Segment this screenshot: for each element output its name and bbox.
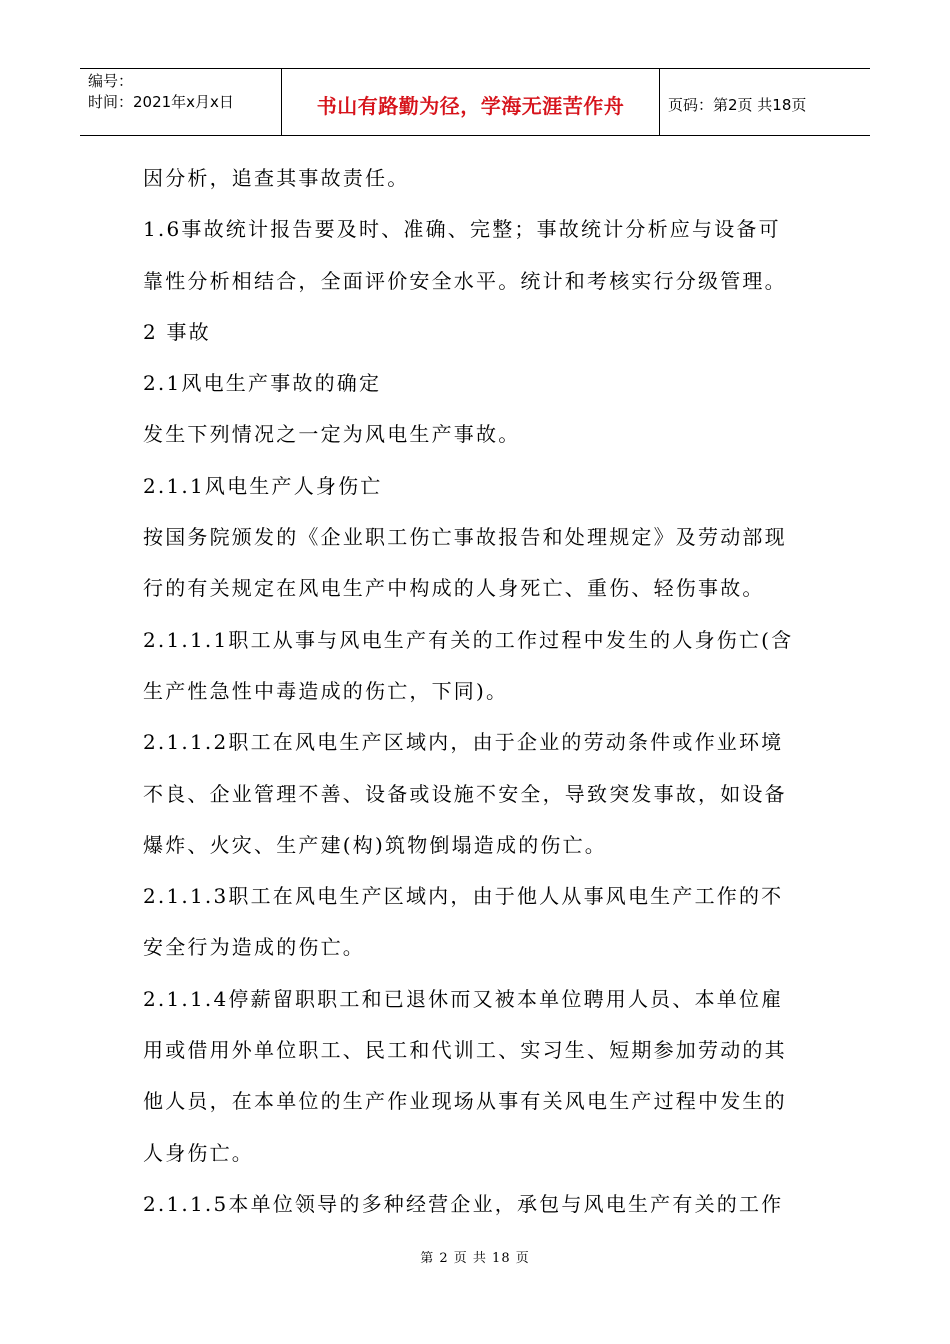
body-line: 靠性分析相结合，全面评价安全水平。统计和考核实行分级管理。 <box>143 268 787 293</box>
section-heading: 2 事故 <box>143 319 211 344</box>
body-line: 爆炸、火灾、生产建(构)筑物倒塌造成的伤亡。 <box>143 832 608 857</box>
body-line: 因分析，追查其事故责任。 <box>143 166 410 190</box>
body-line: 2.1.1.1职工从事与风电生产有关的工作过程中发生的人身伤亡(含 <box>143 627 794 652</box>
document-header <box>80 68 870 136</box>
body-line: 2.1.1.5本单位领导的多种经营企业，承包与风电生产有关的工作 <box>143 1191 784 1216</box>
body-line: 不良、企业管理不善、设备或设施不安全，导致突发事故，如设备 <box>143 781 787 806</box>
body-line: 发生下列情况之一定为风电生产事故。 <box>143 422 521 447</box>
body-line: 按国务院颁发的《企业职工伤亡事故报告和处理规定》及劳动部现 <box>143 525 787 550</box>
body-line: 他人员，在本单位的生产作业现场从事有关风电生产过程中发生的 <box>143 1089 787 1114</box>
body-line: 2.1.1.3职工在风电生产区域内，由于他人从事风电生产工作的不 <box>143 884 784 909</box>
header-motto-cell <box>282 69 660 135</box>
motto-text: 书山有路勤为径，学海无涯苦作舟 <box>316 93 625 118</box>
body-line: 行的有关规定在风电生产中构成的人身死亡、重伤、轻伤事故。 <box>143 576 765 601</box>
page-footer <box>0 1247 950 1266</box>
subsection-heading: 2.1.1风电生产人身伤亡 <box>143 473 383 498</box>
body-line: 1.6事故统计报告要及时、准确、完整；事故统计分析应与设备可 <box>143 217 781 242</box>
body-line: 人身伤亡。 <box>143 1140 254 1165</box>
body-line: 用或借用外单位职工、民工和代训工、实习生、短期参加劳动的其 <box>143 1038 787 1063</box>
body-line: 2.1.1.2职工在风电生产区域内，由于企业的劳动条件或作业环境 <box>143 730 784 755</box>
body-line: 生产性急性中毒造成的伤亡，下同)。 <box>143 678 509 703</box>
header-meta <box>80 69 282 135</box>
body-line: 2.1.1.4停薪留职职工和已退休而又被本单位聘用人员、本单位雇 <box>143 986 784 1011</box>
subsection-heading: 2.1风电生产事故的确定 <box>143 371 382 396</box>
footer-page-number: 第 2 页 共 18 页 <box>420 1251 530 1266</box>
page-info-text: 页码：第2页 共18页 <box>668 95 807 114</box>
header-page-info <box>660 69 870 135</box>
date-label: 时间：2021年x月x日 <box>88 93 234 111</box>
body-line: 安全行为造成的伤亡。 <box>143 935 365 960</box>
number-label: 编号： <box>88 72 134 90</box>
document-body <box>143 153 813 1230</box>
